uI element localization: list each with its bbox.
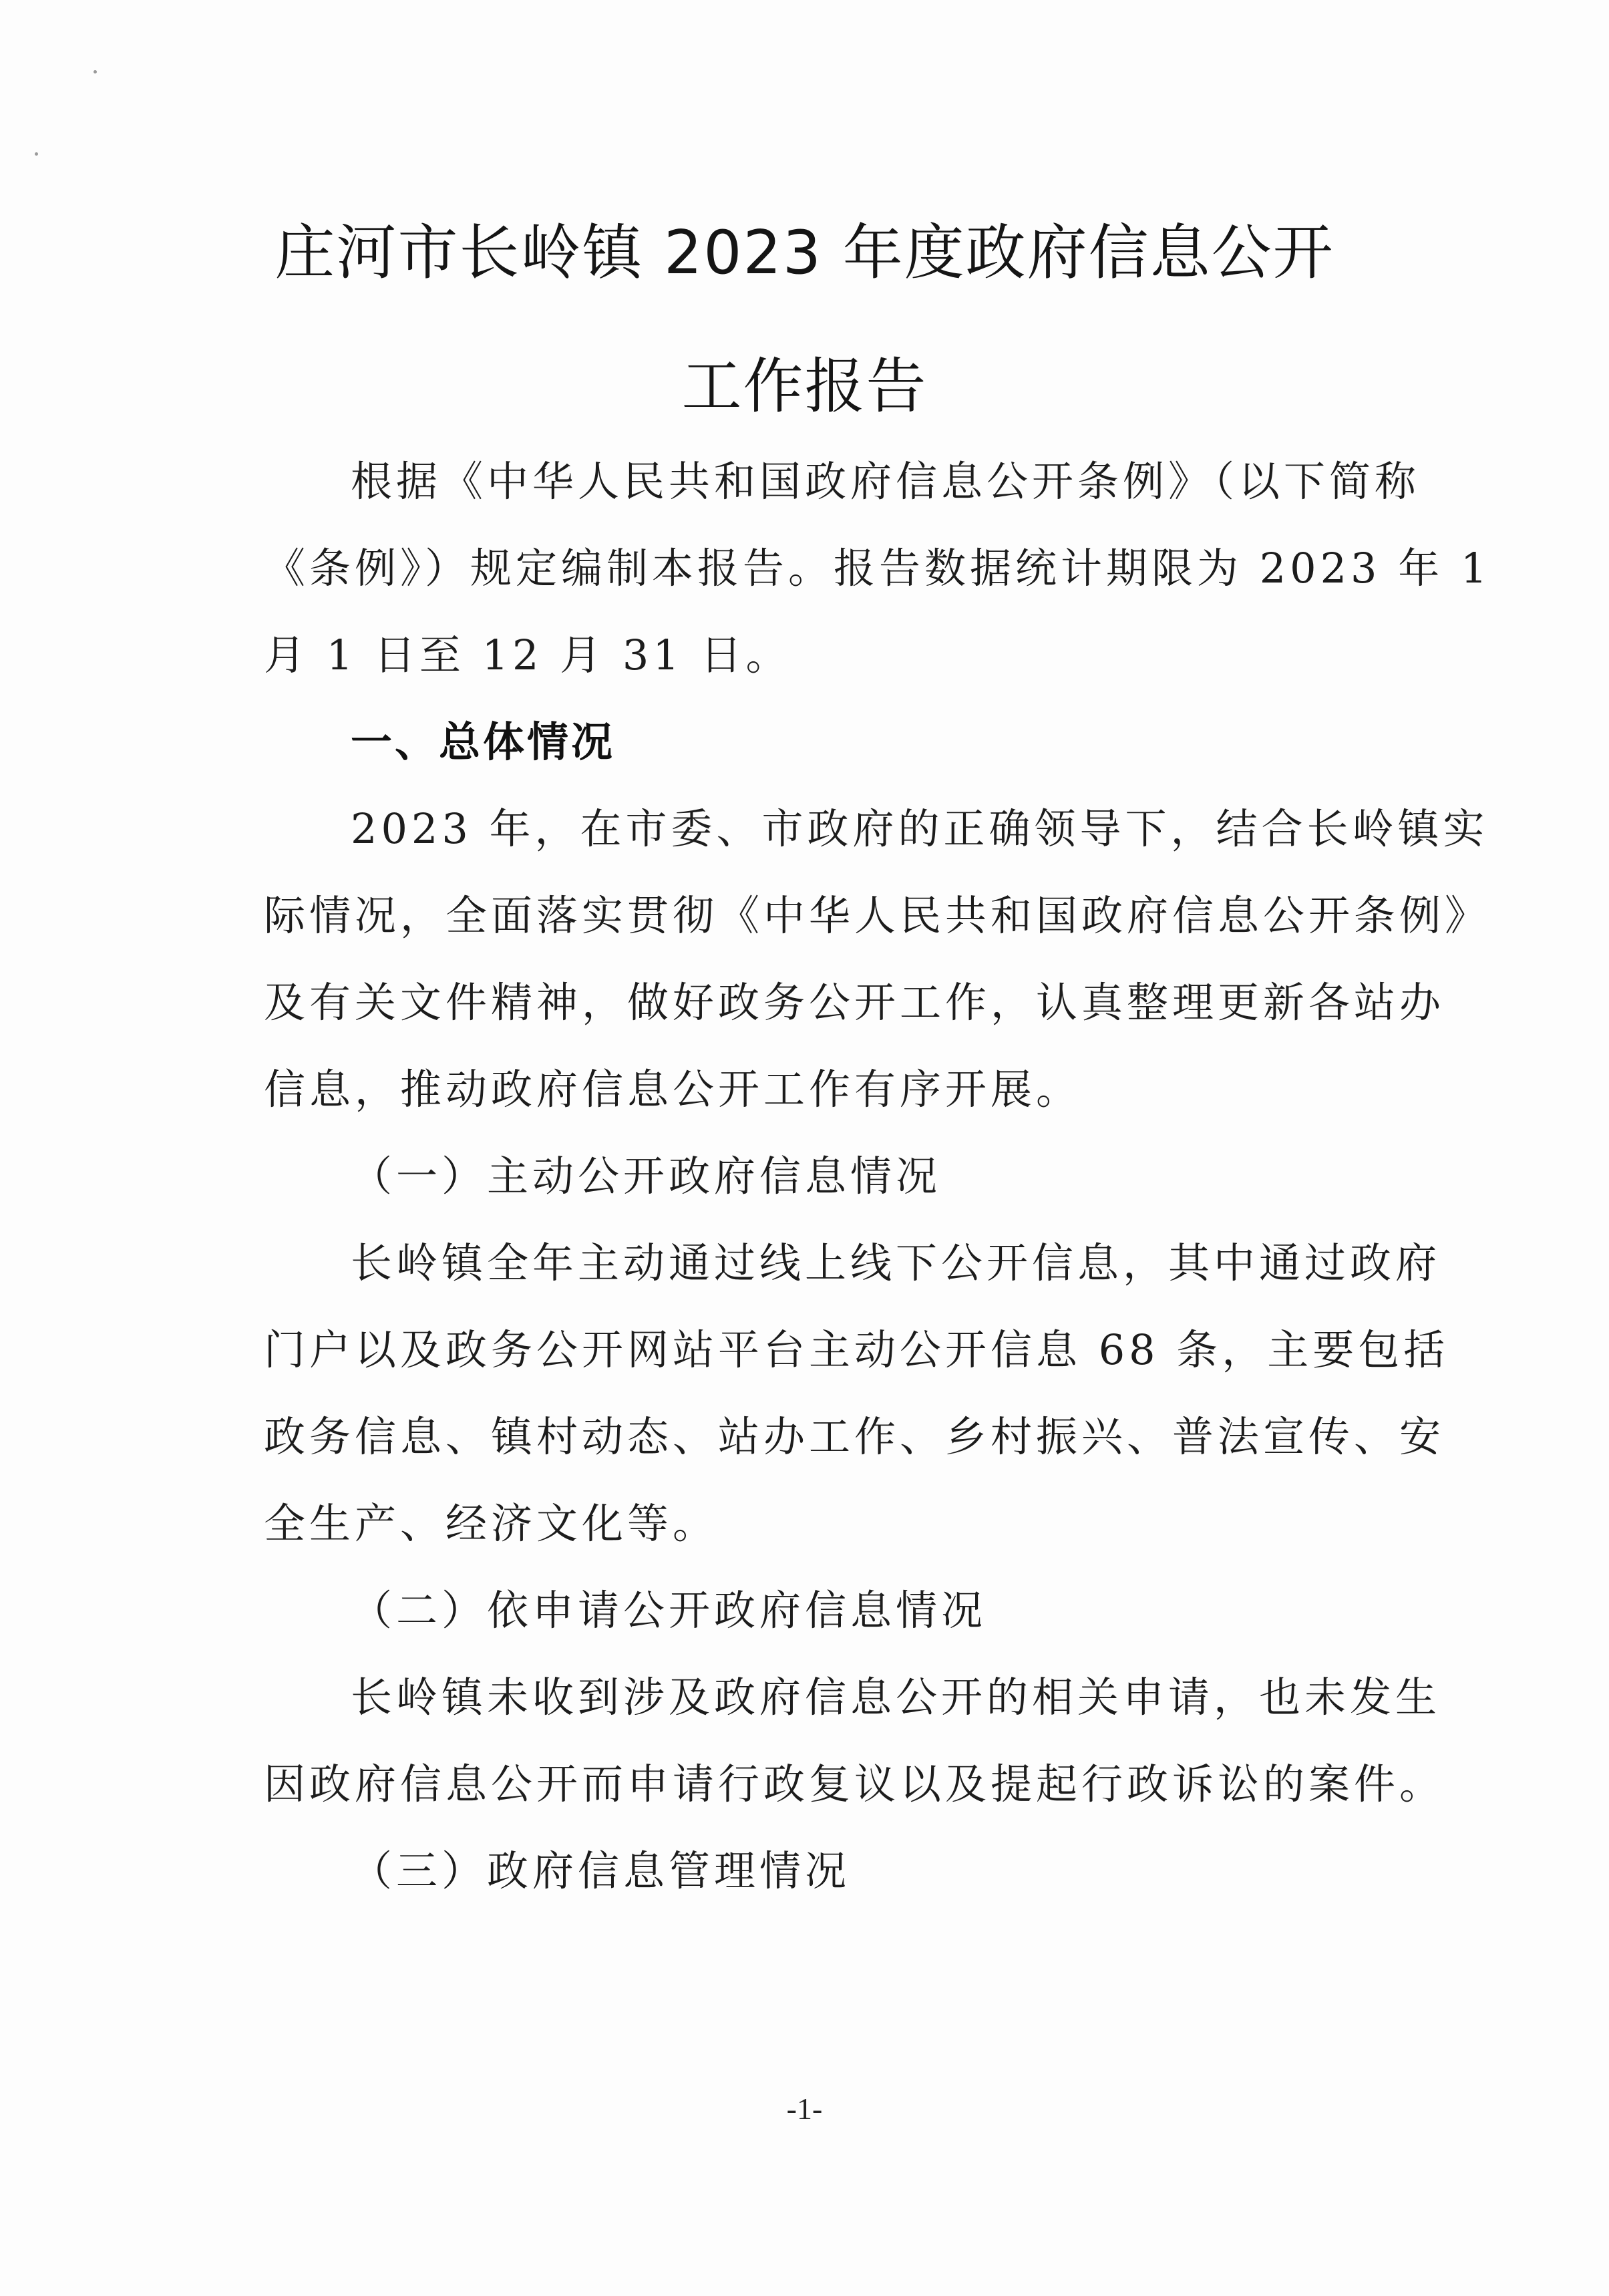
subsection-paragraph-line: 因政府信息公开而申请行政复议以及提起行政诉讼的案件。 xyxy=(264,1760,1445,1808)
subsection-paragraph-line: 门户以及政务公开网站平台主动公开信息 68 条，主要包括 xyxy=(264,1325,1449,1374)
section-paragraph-line: 及有关文件精神，做好政务公开工作，认真整理更新各站办 xyxy=(264,978,1445,1027)
page-number: -1- xyxy=(786,2092,823,2126)
section-paragraph-line: 际情况，全面落实贯彻《中华人民共和国政府信息公开条例》 xyxy=(264,891,1491,940)
section-paragraph-line: 2023 年，在市委、市政府的正确领导下，结合长岭镇实 xyxy=(351,804,1489,853)
subsection-paragraph-line: 长岭镇未收到涉及政府信息公开的相关申请，也未发生 xyxy=(351,1673,1441,1721)
subsection-paragraph-line: 政务信息、镇村动态、站办工作、乡村振兴、普法宣传、安 xyxy=(264,1412,1445,1461)
subsection-heading: （三）政府信息管理情况 xyxy=(351,1846,851,1895)
subsection-heading: （一）主动公开政府信息情况 xyxy=(351,1152,942,1200)
subsection-paragraph-line: 全生产、经济文化等。 xyxy=(264,1499,719,1548)
document-title-line-2: 工作报告 xyxy=(681,351,928,422)
scan-speck xyxy=(94,70,97,73)
section-paragraph-line: 信息，推动政府信息公开工作有序开展。 xyxy=(264,1065,1082,1114)
scan-speck xyxy=(35,152,38,156)
section-heading: 一、总体情况 xyxy=(351,717,616,766)
intro-line: 月 1 日至 12 月 31 日。 xyxy=(264,631,791,679)
document-title-line-1: 庄河市长岭镇 2023 年度政府信息公开 xyxy=(275,218,1334,288)
subsection-heading: （二）依申请公开政府信息情况 xyxy=(351,1586,987,1635)
intro-line: 《条例》）规定编制本报告。报告数据统计期限为 2023 年 1 xyxy=(264,544,1491,593)
intro-line: 根据《中华人民共和国政府信息公开条例》（以下简称 xyxy=(351,457,1421,506)
subsection-paragraph-line: 长岭镇全年主动通过线上线下公开信息，其中通过政府 xyxy=(351,1239,1441,1287)
